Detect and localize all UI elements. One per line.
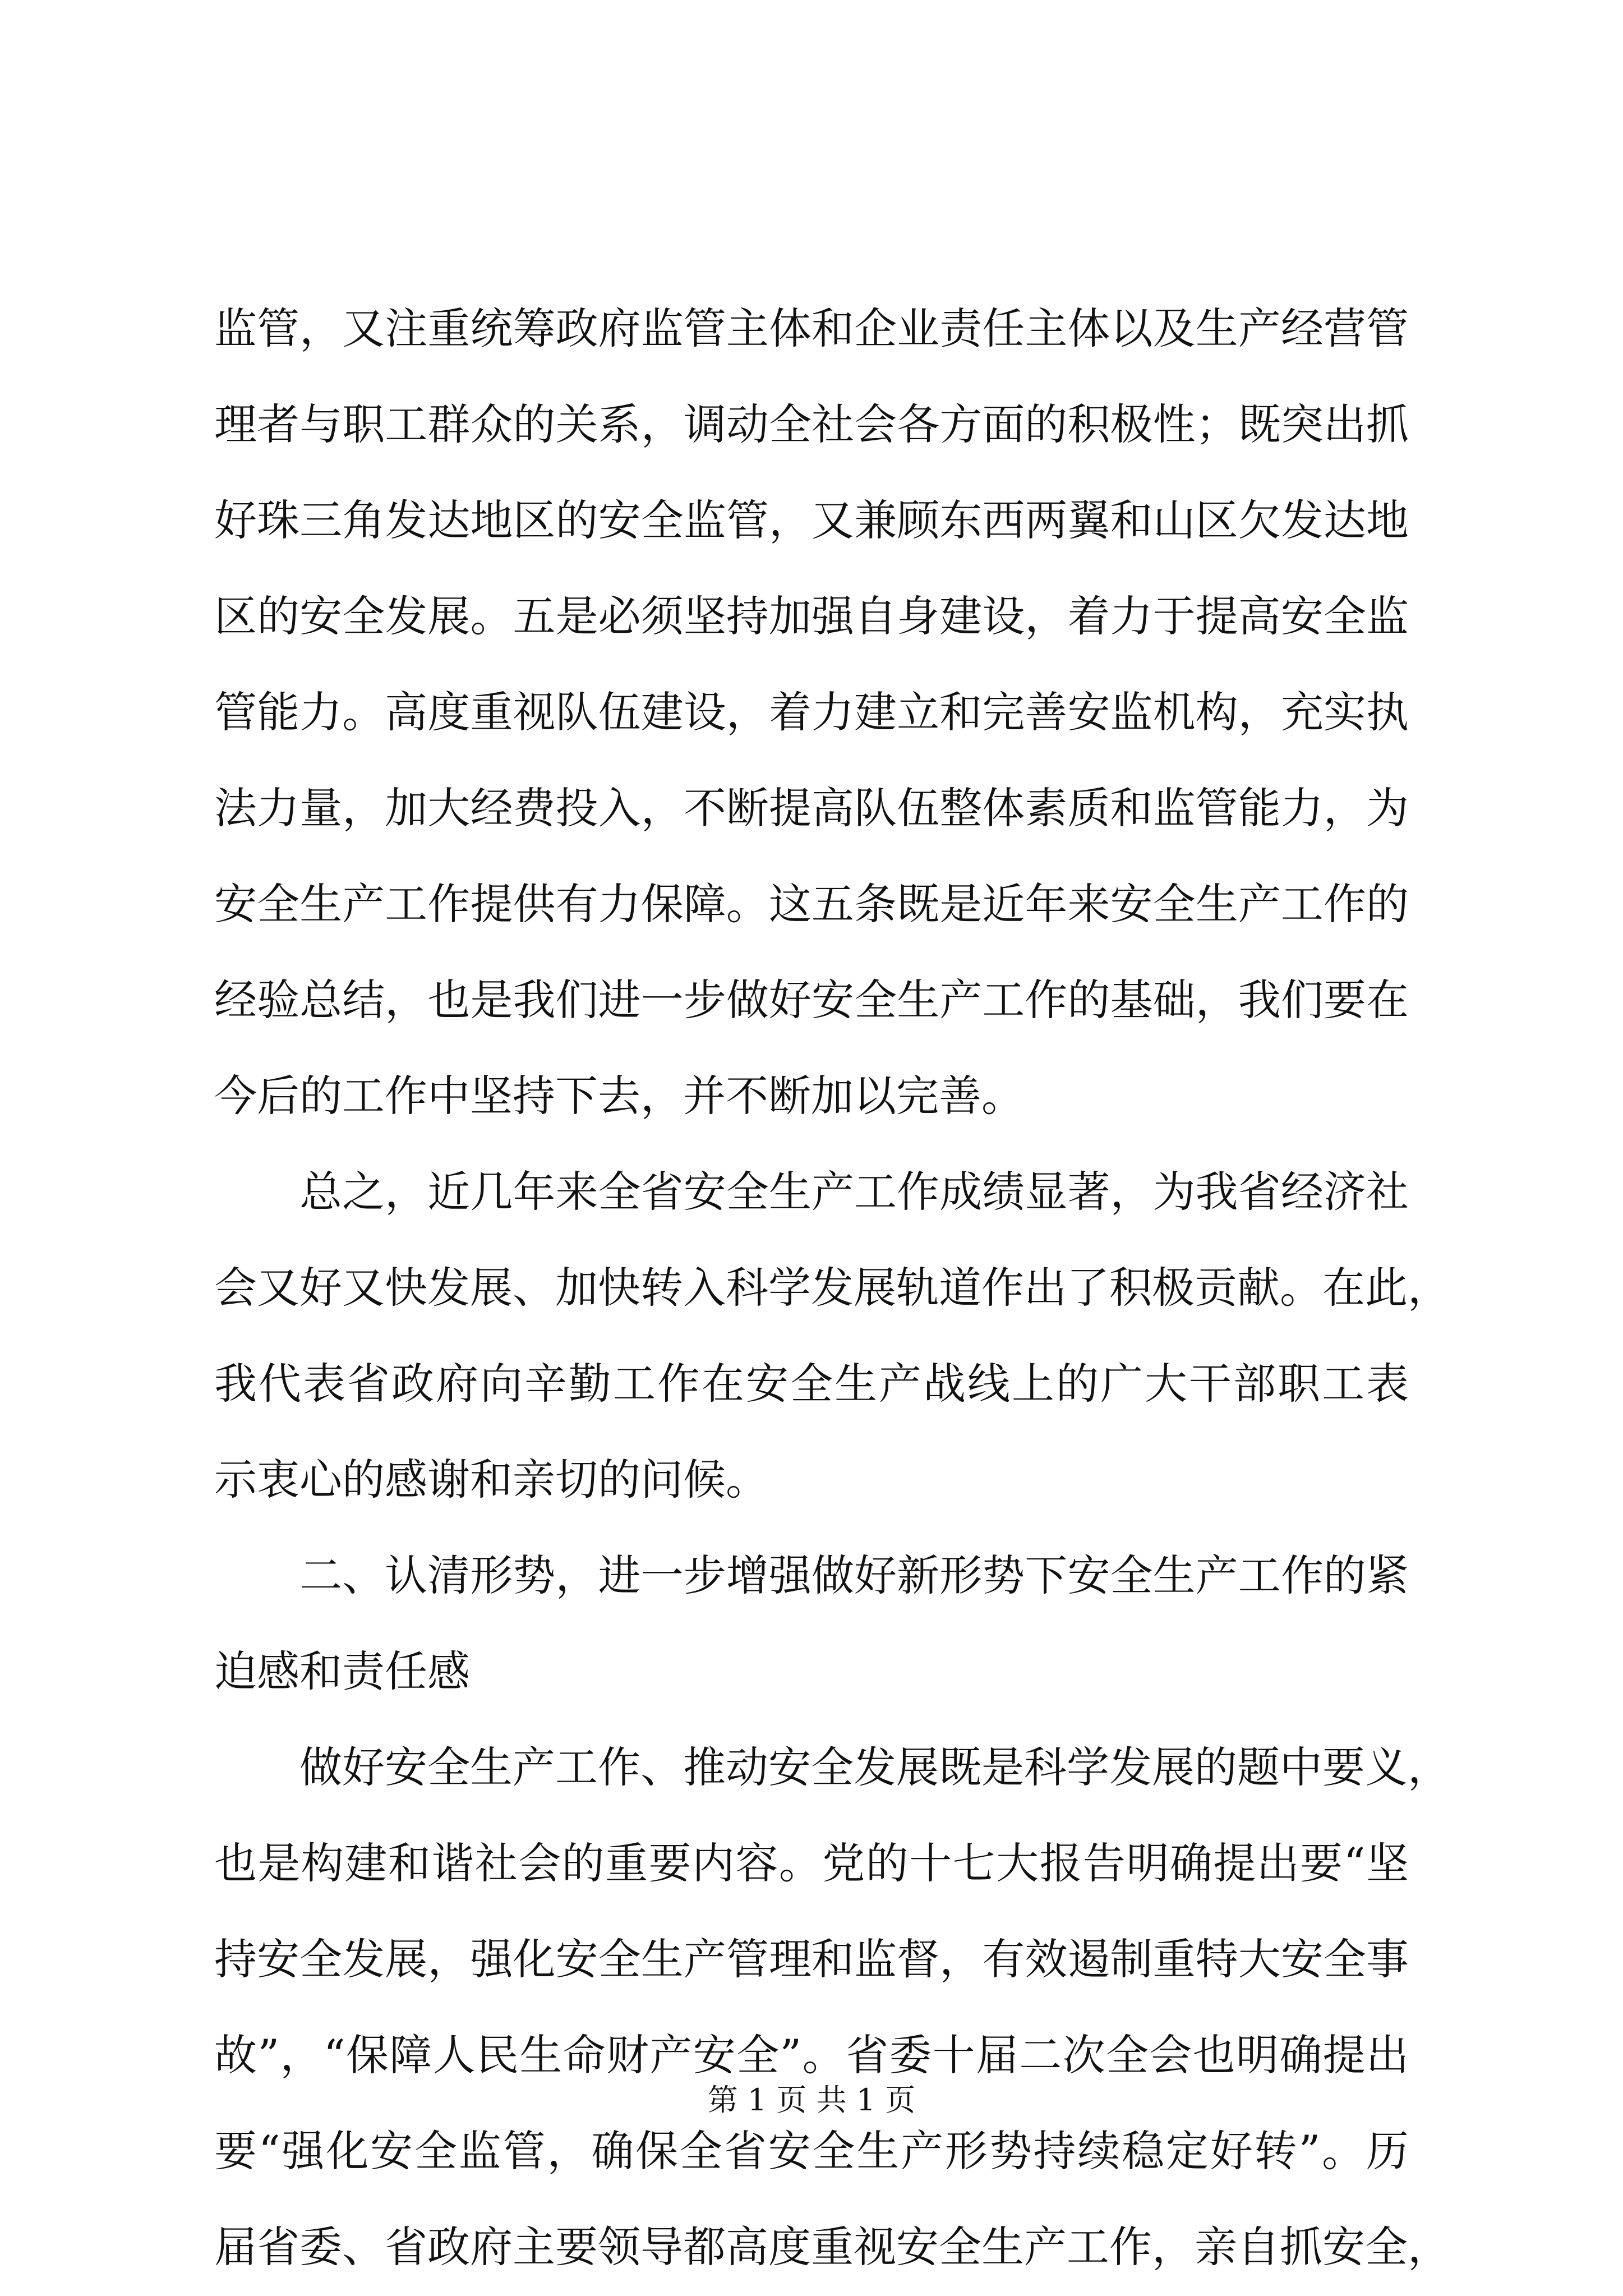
paragraph bbox=[214, 1527, 1409, 1719]
text-line: 好珠三角发达地区的安全监管，又兼顾东西两翼和山区欠发达地 bbox=[214, 495, 1409, 545]
page-footer: 第 1 页 共 1 页 bbox=[707, 2082, 916, 2118]
text-line: 故”，“保障人民生命财产安全”。省委十届二次全会也明确提出 bbox=[214, 2030, 1409, 2080]
text-line: 总之，近几年来全省安全生产工作成绩显著，为我省经济社 bbox=[299, 1167, 1409, 1217]
paragraph bbox=[214, 1719, 1450, 2295]
text-line: 区的安全发展。五是必须坚持加强自身建设，着力于提高安全监 bbox=[214, 591, 1409, 641]
text-line: 示衷心的感谢和亲切的问候。 bbox=[214, 1455, 768, 1504]
text-line: 届省委、省政府主要领导都高度重视安全生产工作，亲自抓安全， bbox=[214, 2222, 1450, 2272]
text-line: 监管，又注重统筹政府监管主体和企业责任主体以及生产经营管 bbox=[214, 303, 1409, 353]
text-line: 管能力。高度重视队伍建设，着力建立和完善安监机构，充实执 bbox=[214, 687, 1409, 737]
document-body bbox=[214, 280, 1450, 2295]
text-line: 今后的工作中坚持下去，并不断加以完善。 bbox=[214, 1071, 1024, 1121]
text-line: 也是构建和谐社会的重要内容。党的十七大报告明确提出要“坚 bbox=[214, 1838, 1409, 1888]
text-line: 二、认清形势，进一步增强做好新形势下安全生产工作的紧 bbox=[299, 1550, 1409, 1600]
text-line: 持安全发展，强化安全生产管理和监督，有效遏制重特大安全事 bbox=[214, 1934, 1409, 1984]
text-line: 迫感和责任感 bbox=[214, 1646, 470, 1696]
paragraph bbox=[214, 280, 1409, 1144]
text-line: 要“强化安全监管，确保全省安全生产形势持续稳定好转”。历 bbox=[214, 2126, 1409, 2176]
text-line: 安全生产工作提供有力保障。这五条既是近年来安全生产工作的 bbox=[214, 879, 1409, 929]
text-line: 我代表省政府向辛勤工作在安全生产战线上的广大干部职工表 bbox=[214, 1359, 1409, 1409]
text-line: 经验总结，也是我们进一步做好安全生产工作的基础，我们要在 bbox=[214, 975, 1409, 1025]
text-line: 做好安全生产工作、推动安全发展既是科学发展的题中要义， bbox=[299, 1742, 1450, 1792]
paragraph bbox=[214, 1144, 1450, 1527]
text-line: 会又好又快发展、加快转入科学发展轨道作出了积极贡献。在此， bbox=[214, 1263, 1450, 1313]
text-line: 理者与职工群众的关系，调动全社会各方面的积极性；既突出抓 bbox=[214, 399, 1409, 449]
text-line: 法力量，加大经费投入，不断提高队伍整体素质和监管能力，为 bbox=[214, 783, 1409, 833]
